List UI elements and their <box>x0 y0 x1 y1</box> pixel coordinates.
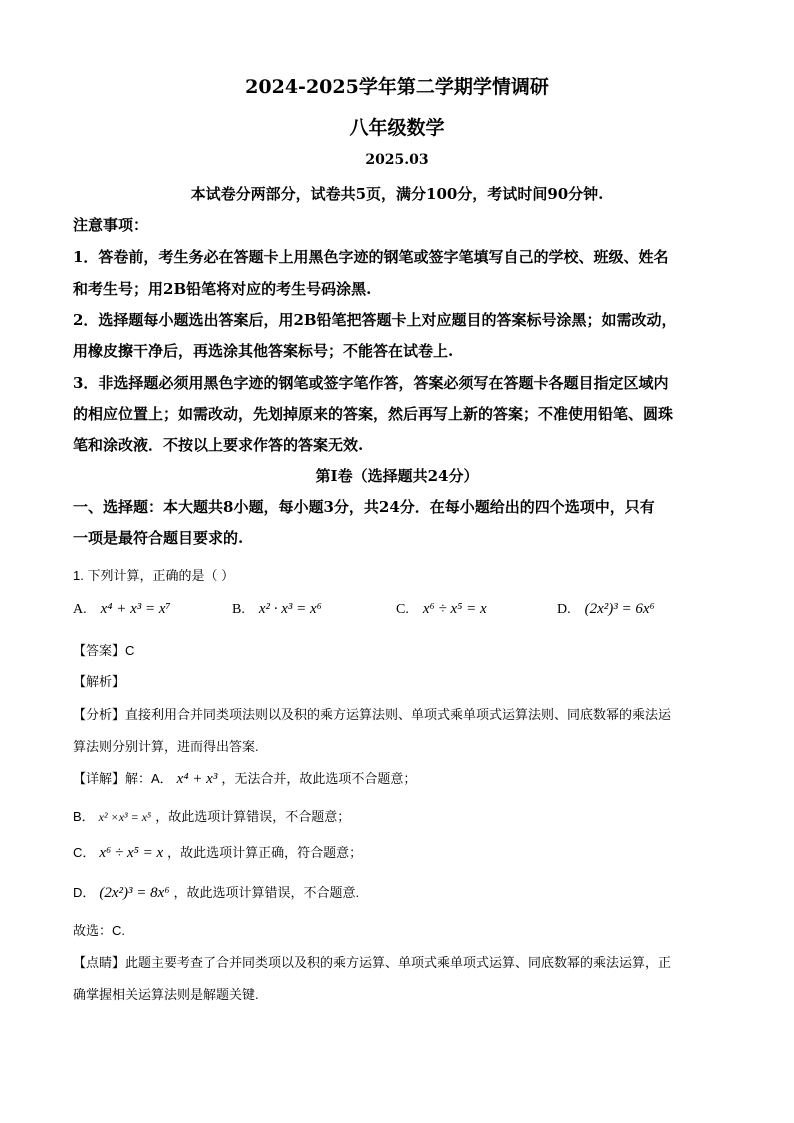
notice-line: 3．非选择题必须用黑色字迹的钢笔或签字笔作答，答案必须写在答题卡各题目指定区域内 <box>73 374 669 392</box>
notice-line: 用橡皮擦干净后，再选涂其他答案标号；不能答在试卷上. <box>73 342 454 360</box>
option-label: D. <box>557 602 571 617</box>
detail-prefix: 【详解】解：A． <box>73 771 173 786</box>
notice-line: 1．答卷前，考生务必在答题卡上用黑色字迹的钢笔或签字笔填写自己的学校、班级、姓名 <box>73 248 669 266</box>
detail-text: ，故此选项计算错误，不合题意； <box>155 809 351 824</box>
section-instruction: 一项是最符合题目要求的. <box>73 529 244 547</box>
option-expression: (2x²)³ = 6x⁶ <box>584 601 655 617</box>
analysis-line: 算法则分别计算，进而得出答案. <box>73 739 259 754</box>
option-a <box>73 600 171 618</box>
detail-text: ，无法合并，故此选项不合题意； <box>221 771 417 786</box>
option-expression: x⁶ ÷ x⁵ = x <box>422 601 487 617</box>
option-expression: x⁴ + x³ = x⁷ <box>100 601 171 617</box>
notice-line: 笔和涂改液．不按以上要求作答的答案无效. <box>73 436 364 454</box>
detail-b <box>73 806 350 826</box>
exam-intro: 本试卷分两部分，试卷共5页，满分100分，考试时间90分钟. <box>190 185 604 203</box>
option-label: C. <box>396 602 409 617</box>
detail-expression: (2x²)³ = 8x⁶ <box>99 885 170 901</box>
analysis-heading: 【解析】 <box>73 674 126 689</box>
detail-expression: x² ×x³ = x⁵ <box>98 810 152 824</box>
option-d <box>557 600 655 618</box>
option-label: B. <box>232 602 245 617</box>
option-expression: x² · x³ = x⁶ <box>258 601 322 617</box>
option-b <box>232 600 322 618</box>
conclusion: 故选：C. <box>73 923 126 938</box>
detail-prefix: B． <box>73 809 95 824</box>
notice-line: 2．选择题每小题选出答案后，用2B铅笔把答题卡上对应题目的答案标号涂黑；如需改动， <box>73 311 677 329</box>
detail-c <box>73 842 362 862</box>
detail-text: ，故此选项计算错误，不合题意. <box>173 885 360 900</box>
option-c <box>396 600 487 618</box>
detail-expression: x⁴ + x³ <box>176 771 218 787</box>
detail-text: ，故此选项计算正确，符合题意； <box>167 845 363 860</box>
comment-line: 【点睛】此题主要考查了合并同类项以及积的乘方运算、单项式乘单项式运算、同底数幂的乘法运算，正 <box>73 955 672 970</box>
detail-expression: x⁶ ÷ x⁵ = x <box>99 845 164 861</box>
detail-prefix: D． <box>73 885 96 900</box>
section-instruction: 一、选择题：本大题共8小题，每小题3分，共24分．在每小题给出的四个选项中，只有 <box>73 498 655 516</box>
answer-label: 【答案】C <box>73 643 135 658</box>
page-subtitle: 八年级数学 <box>349 117 445 139</box>
comment-line: 确掌握相关运算法则是解题关键. <box>73 987 259 1002</box>
notice-line: 和考生号；用2B铅笔将对应的考生号码涂黑. <box>73 280 372 298</box>
exam-date: 2025.03 <box>365 152 429 168</box>
detail-d <box>73 882 359 902</box>
notice-line: 的相应位置上；如需改动，先划掉原来的答案，然后再写上新的答案；不准使用铅笔、圆珠 <box>73 405 674 423</box>
notice-heading: 注意事项： <box>73 216 149 234</box>
analysis-line: 【分析】直接利用合并同类项法则以及积的乘方运算法则、单项式乘单项式运算法则、同底数幂的乘法运 <box>73 707 672 722</box>
detail-a <box>73 768 416 788</box>
detail-prefix: C． <box>73 845 96 860</box>
page-title: 2024-2025学年第二学期学情调研 <box>245 76 549 98</box>
section-title: 第Ⅰ卷（选择题共24分） <box>315 467 479 485</box>
question-stem: 1. 下列计算，正确的是（ ） <box>73 568 235 583</box>
option-label: A. <box>73 602 87 617</box>
